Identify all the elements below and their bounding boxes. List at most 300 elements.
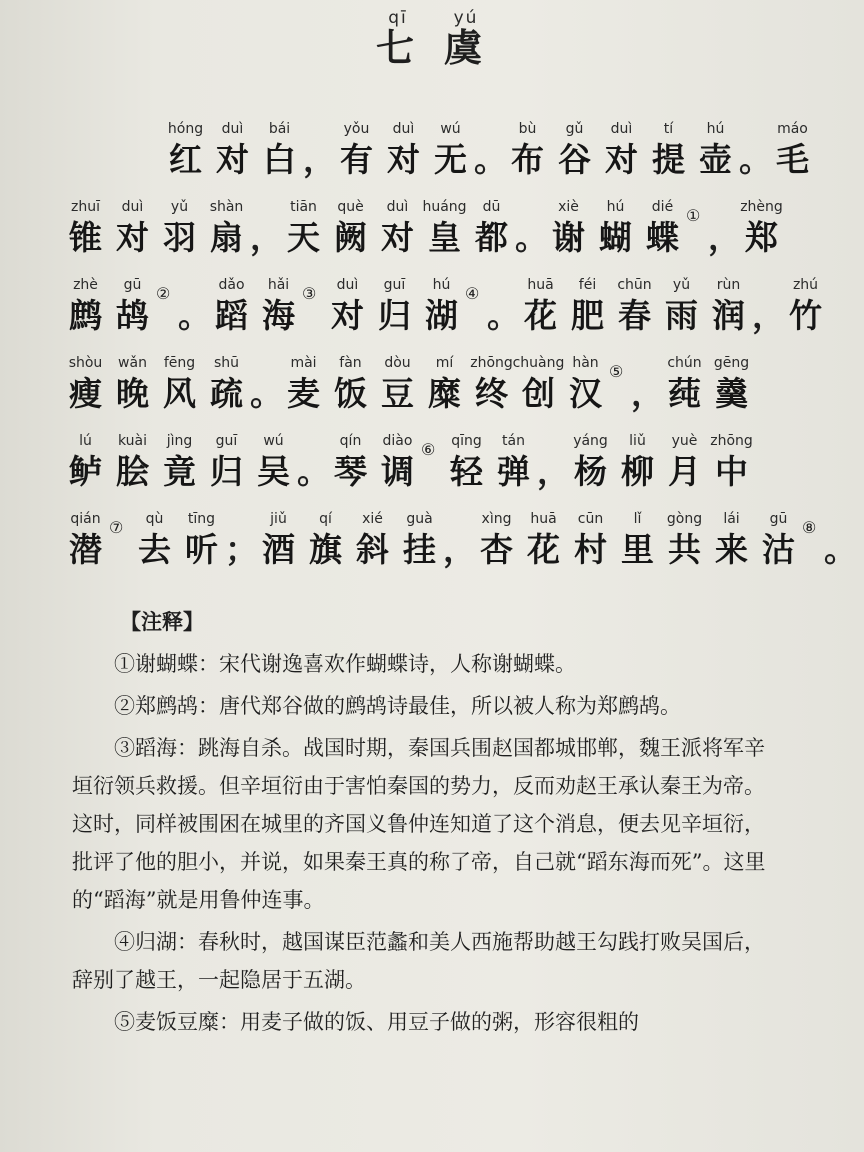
- pinyin: zhuī: [71, 199, 100, 215]
- character-with-pinyin: [62, 430, 109, 508]
- hanzi: 轻: [450, 452, 483, 491]
- character-with-pinyin: [614, 430, 661, 508]
- hanzi: 归: [210, 452, 243, 491]
- hanzi: 杨: [574, 452, 607, 491]
- pinyin: duì: [121, 199, 144, 215]
- pinyin: dòu: [384, 355, 411, 371]
- hanzi: 麦: [287, 374, 320, 413]
- pinyin: xiè: [558, 199, 579, 215]
- pinyin: qīng: [451, 433, 482, 449]
- hanzi: 羹: [715, 374, 748, 413]
- character-with-pinyin: [374, 352, 421, 430]
- punctuation: [515, 196, 548, 274]
- hanzi: 润: [712, 296, 745, 335]
- hanzi: ；: [225, 530, 258, 569]
- pinyin: mí: [435, 355, 454, 371]
- character-with-pinyin: [427, 118, 474, 196]
- hanzi: 琴: [334, 452, 367, 491]
- hanzi: 挂: [403, 530, 436, 569]
- pinyin: yǔ: [170, 199, 189, 215]
- pinyin: [297, 430, 327, 452]
- pinyin: xìng: [481, 511, 512, 527]
- pinyin: yǒu: [343, 121, 370, 137]
- pinyin: tán: [502, 433, 525, 449]
- hanzi: 。: [824, 530, 857, 569]
- punctuation: [250, 352, 283, 430]
- character-with-pinyin: [255, 508, 302, 586]
- character-with-pinyin: [598, 118, 645, 196]
- hanzi: 。: [178, 296, 211, 335]
- pinyin: zhè: [73, 277, 98, 293]
- character-with-pinyin: [327, 196, 374, 274]
- poem-title: [0, 8, 864, 68]
- note-3: ③蹈海：跳海自杀。战国时期，秦国兵围赵国都城邯郸，魏王派将军辛垣衍领兵救援。但辛垣衍由于害怕秦国的势力，反而劝赵王承认秦王为帝。这时，同样被围困在城里的齐国义鲁仲连知道了这个消息，便去见辛垣衍，批评了他的胆小，并说，如果秦王真的称了帝，自己就“蹈东海而死”。这里的“蹈海”就是用鲁仲连事。: [72, 736, 766, 912]
- character-with-pinyin: [131, 508, 178, 586]
- character-with-pinyin: [562, 352, 609, 430]
- punctuation: [739, 118, 772, 196]
- character-with-pinyin: [209, 118, 256, 196]
- character-with-pinyin: [255, 274, 302, 352]
- hanzi: 肥: [571, 296, 604, 335]
- hanzi: 弹: [497, 452, 530, 491]
- hanzi: 鲈: [69, 452, 102, 491]
- pinyin: kuài: [117, 433, 148, 449]
- hanzi: ，: [537, 452, 570, 491]
- pinyin: hǎi: [267, 277, 290, 293]
- footnote-marker: ①: [686, 206, 701, 225]
- character-with-pinyin: [705, 274, 752, 352]
- character-with-pinyin: [708, 352, 755, 430]
- character-with-pinyin: [551, 118, 598, 196]
- hanzi: 蝴: [599, 218, 632, 257]
- hanzi: 汉: [569, 374, 602, 413]
- character-with-pinyin: [692, 118, 739, 196]
- character-with-pinyin: [203, 430, 250, 508]
- character-with-pinyin: [109, 196, 156, 274]
- pinyin: fēng: [163, 355, 196, 371]
- punctuation: [631, 352, 664, 430]
- pinyin: yáng: [573, 433, 608, 449]
- character-with-pinyin: [327, 430, 374, 508]
- pinyin: chún: [667, 355, 702, 371]
- verse-line: [62, 118, 822, 196]
- hanzi: 布: [511, 140, 544, 179]
- punctuation: [443, 508, 476, 586]
- pinyin: [178, 274, 208, 296]
- character-with-pinyin: [203, 196, 250, 274]
- hanzi: 锥: [69, 218, 102, 257]
- footnote-marker: ②: [156, 284, 171, 303]
- hanzi: 来: [715, 530, 748, 569]
- punctuation: [708, 196, 741, 274]
- hanzi: 对: [387, 140, 420, 179]
- hanzi: 晚: [116, 374, 149, 413]
- hanzi: 对: [605, 140, 638, 179]
- pinyin: chūn: [617, 277, 652, 293]
- pinyin: shàn: [209, 199, 244, 215]
- hanzi: 。: [739, 140, 772, 179]
- character-with-pinyin: [708, 430, 755, 508]
- character-with-pinyin: [782, 274, 829, 352]
- pinyin: què: [337, 199, 364, 215]
- pinyin: hú: [606, 199, 625, 215]
- character-with-pinyin: [374, 196, 421, 274]
- hanzi: 毛: [776, 140, 809, 179]
- hanzi: 风: [163, 374, 196, 413]
- verse-line: [62, 352, 822, 430]
- character-with-pinyin: [661, 508, 708, 586]
- hanzi: 谷: [558, 140, 591, 179]
- character-with-pinyin: [490, 430, 537, 508]
- character-with-pinyin: [374, 430, 421, 508]
- hanzi: 湖: [425, 296, 458, 335]
- hanzi: 斜: [356, 530, 389, 569]
- note-1: ①谢蝴蝶：宋代谢逸喜欢作蝴蝶诗，人称谢蝴蝶。: [114, 652, 576, 676]
- hanzi: 对: [381, 218, 414, 257]
- hanzi: 提: [652, 140, 685, 179]
- character-with-pinyin: [324, 274, 371, 352]
- character-with-pinyin: [520, 508, 567, 586]
- hanzi: ，: [250, 218, 283, 257]
- hanzi: 月: [668, 452, 701, 491]
- note-4: ④归湖：春秋时，越国谋臣范蠡和美人西施帮助越王勾践打败吴国后，辞别了越王，一起隐居于五湖。: [72, 930, 765, 992]
- pinyin: duì: [392, 121, 415, 137]
- character-with-pinyin: [109, 352, 156, 430]
- character-with-pinyin: [443, 430, 490, 508]
- character-with-pinyin: [349, 508, 396, 586]
- hanzi: 天: [287, 218, 320, 257]
- pinyin: shū: [213, 355, 240, 371]
- character-with-pinyin: [302, 508, 349, 586]
- hanzi: 对: [331, 296, 364, 335]
- pinyin: jìng: [166, 433, 193, 449]
- pinyin: tīng: [187, 511, 216, 527]
- hanzi: 。: [487, 296, 520, 335]
- hanzi: 扇: [210, 218, 243, 257]
- character-with-pinyin: [156, 430, 203, 508]
- character-with-pinyin: [333, 118, 380, 196]
- hanzi: 杏: [480, 530, 513, 569]
- hanzi: 糜: [428, 374, 461, 413]
- hanzi: 郑: [745, 218, 778, 257]
- pinyin: [515, 196, 545, 218]
- pinyin: duì: [386, 199, 409, 215]
- character-with-pinyin: [738, 196, 785, 274]
- pinyin: [739, 118, 769, 140]
- annotations: [72, 603, 782, 1045]
- character-with-pinyin: [592, 196, 639, 274]
- pinyin: wú: [263, 433, 284, 449]
- pinyin: zhèng: [740, 199, 783, 215]
- character-with-pinyin: [156, 352, 203, 430]
- hanzi: 。: [474, 140, 507, 179]
- verse-line: [62, 508, 857, 586]
- character-with-pinyin: [109, 274, 156, 352]
- punctuation: [297, 430, 330, 508]
- hanzi: 疏: [210, 374, 243, 413]
- pinyin: gēng: [713, 355, 750, 371]
- character-with-pinyin: [661, 352, 708, 430]
- pinyin: bù: [518, 121, 537, 137]
- pinyin: [631, 352, 661, 374]
- character-with-pinyin: [62, 352, 109, 430]
- pinyin: xié: [362, 511, 383, 527]
- punctuation: [824, 508, 857, 586]
- hanzi: 雨: [665, 296, 698, 335]
- pinyin: [474, 118, 504, 140]
- character-with-pinyin: [564, 274, 611, 352]
- title-pinyin: qī yú: [388, 8, 479, 28]
- character-with-pinyin: [256, 118, 303, 196]
- character-with-pinyin: [512, 352, 565, 430]
- character-with-pinyin: [396, 508, 443, 586]
- pinyin: [250, 196, 280, 218]
- pinyin: [537, 430, 567, 452]
- hanzi: 共: [668, 530, 701, 569]
- pinyin: [824, 508, 854, 530]
- pinyin: wú: [440, 121, 461, 137]
- hanzi: 酒: [262, 530, 295, 569]
- hanzi: 沽: [762, 530, 795, 569]
- pinyin: gū: [769, 511, 788, 527]
- character-with-pinyin: [178, 508, 225, 586]
- character-with-pinyin: [62, 196, 109, 274]
- hanzi: 海: [262, 296, 295, 335]
- hanzi: 对: [116, 218, 149, 257]
- pinyin: chuàng: [512, 355, 565, 371]
- pinyin: [708, 196, 738, 218]
- hanzi: 村: [574, 530, 607, 569]
- character-with-pinyin: [327, 352, 374, 430]
- pinyin: lǐ: [633, 511, 642, 527]
- character-with-pinyin: [203, 352, 250, 430]
- pinyin: duì: [336, 277, 359, 293]
- hanzi: 潜: [69, 530, 102, 569]
- pinyin: qín: [339, 433, 362, 449]
- hanzi: 红: [169, 140, 202, 179]
- character-with-pinyin: [567, 508, 614, 586]
- hanzi: 蹈: [215, 296, 248, 335]
- pinyin: yuè: [671, 433, 698, 449]
- hanzi: 羽: [163, 218, 196, 257]
- punctuation: [487, 274, 520, 352]
- footnote-marker: ⑥: [421, 440, 436, 459]
- pinyin: hóng: [167, 121, 204, 137]
- pinyin: [250, 352, 280, 374]
- character-with-pinyin: [614, 508, 661, 586]
- pinyin: qí: [319, 511, 332, 527]
- hanzi: 听: [185, 530, 218, 569]
- hanzi: 。: [515, 218, 548, 257]
- hanzi: 花: [524, 296, 557, 335]
- character-with-pinyin: [504, 118, 551, 196]
- pinyin: hàn: [572, 355, 599, 371]
- punctuation: [303, 118, 336, 196]
- punctuation: [178, 274, 211, 352]
- pinyin: tí: [663, 121, 674, 137]
- pinyin: [225, 508, 255, 530]
- character-with-pinyin: [661, 430, 708, 508]
- verse-line: [62, 430, 822, 508]
- hanzi: 阙: [334, 218, 367, 257]
- verse-line: [62, 196, 822, 274]
- pinyin: guī: [215, 433, 238, 449]
- character-with-pinyin: [250, 430, 297, 508]
- hanzi: 花: [527, 530, 560, 569]
- verse-body: [62, 118, 857, 586]
- note-2: ②郑鹧鸪：唐代郑谷做的鹧鸪诗最佳，所以被人称为郑鹧鸪。: [114, 694, 681, 718]
- character-with-pinyin: [62, 508, 109, 586]
- pinyin: yǔ: [672, 277, 691, 293]
- character-with-pinyin: [162, 118, 209, 196]
- pinyin: guà: [406, 511, 433, 527]
- pinyin: shòu: [68, 355, 103, 371]
- punctuation: [225, 508, 258, 586]
- hanzi: 春: [618, 296, 651, 335]
- character-with-pinyin: [280, 352, 327, 430]
- hanzi: 谢: [552, 218, 585, 257]
- note-5: ⑤麦饭豆糜：用麦子做的饭、用豆子做的粥，形容很粗的: [114, 1010, 639, 1034]
- pinyin: hú: [432, 277, 451, 293]
- character-with-pinyin: [769, 118, 816, 196]
- hanzi: ，: [303, 140, 336, 179]
- pinyin: rùn: [716, 277, 741, 293]
- hanzi: 里: [621, 530, 654, 569]
- pinyin: [443, 508, 473, 530]
- footnote-marker: ⑤: [609, 362, 624, 381]
- character-with-pinyin: [156, 196, 203, 274]
- hanzi: ，: [752, 296, 785, 335]
- character-with-pinyin: [517, 274, 564, 352]
- pinyin: diào: [382, 433, 413, 449]
- hanzi: 旗: [309, 530, 342, 569]
- pinyin: mài: [290, 355, 317, 371]
- hanzi: 创: [522, 374, 555, 413]
- hanzi: 壶: [699, 140, 732, 179]
- hanzi: ，: [443, 530, 476, 569]
- hanzi: 柳: [621, 452, 654, 491]
- pinyin: hú: [706, 121, 725, 137]
- character-with-pinyin: [658, 274, 705, 352]
- character-with-pinyin: [468, 352, 515, 430]
- hanzi: 。: [250, 374, 283, 413]
- punctuation: [250, 196, 283, 274]
- character-with-pinyin: [468, 196, 515, 274]
- hanzi: 归: [378, 296, 411, 335]
- verse-line: [62, 274, 822, 352]
- pinyin: duì: [221, 121, 244, 137]
- hanzi: 鹧: [69, 296, 102, 335]
- pinyin: huā: [530, 511, 557, 527]
- pinyin: jiǔ: [270, 511, 287, 527]
- hanzi: 蝶: [646, 218, 679, 257]
- pinyin: bái: [268, 121, 291, 137]
- pinyin: qián: [70, 511, 101, 527]
- pinyin: gū: [123, 277, 142, 293]
- character-with-pinyin: [708, 508, 755, 586]
- pinyin: máo: [777, 121, 808, 137]
- pinyin: zhōng: [710, 433, 753, 449]
- pinyin: féi: [578, 277, 597, 293]
- hanzi: 对: [216, 140, 249, 179]
- character-with-pinyin: [645, 118, 692, 196]
- hanzi: 莼: [668, 374, 701, 413]
- character-with-pinyin: [280, 196, 327, 274]
- footnote-marker: ④: [465, 284, 480, 303]
- pinyin: wǎn: [118, 355, 147, 371]
- character-with-pinyin: [380, 118, 427, 196]
- character-with-pinyin: [421, 352, 468, 430]
- hanzi: 饭: [334, 374, 367, 413]
- character-with-pinyin: [62, 274, 109, 352]
- punctuation: [752, 274, 785, 352]
- pinyin: huáng: [422, 199, 467, 215]
- character-with-pinyin: [421, 196, 468, 274]
- pinyin: guī: [383, 277, 406, 293]
- footnote-marker: ③: [302, 284, 317, 303]
- pinyin: dū: [482, 199, 501, 215]
- pinyin: tiān: [290, 199, 317, 215]
- punctuation: [474, 118, 507, 196]
- character-with-pinyin: [611, 274, 658, 352]
- footnote-marker: ⑧: [802, 518, 817, 537]
- pinyin: lái: [723, 511, 740, 527]
- hanzi: 终: [475, 374, 508, 413]
- character-with-pinyin: [567, 430, 614, 508]
- hanzi: 白: [263, 140, 296, 179]
- pinyin: zhōng: [470, 355, 513, 371]
- pinyin: dǎo: [218, 277, 245, 293]
- pinyin: huā: [527, 277, 554, 293]
- hanzi: 竹: [789, 296, 822, 335]
- pinyin: qù: [145, 511, 164, 527]
- character-with-pinyin: [545, 196, 592, 274]
- character-with-pinyin: [109, 430, 156, 508]
- pinyin: fàn: [339, 355, 362, 371]
- hanzi: 有: [340, 140, 373, 179]
- pinyin: gǔ: [565, 121, 584, 137]
- hanzi: 中: [715, 452, 748, 491]
- pinyin: gòng: [666, 511, 703, 527]
- hanzi: 都: [475, 218, 508, 257]
- hanzi: 瘦: [69, 374, 102, 413]
- hanzi: 调: [381, 452, 414, 491]
- punctuation: [537, 430, 570, 508]
- character-with-pinyin: [755, 508, 802, 586]
- pinyin: liǔ: [629, 433, 646, 449]
- hanzi: 皇: [428, 218, 461, 257]
- footnote-marker: ⑦: [109, 518, 124, 537]
- hanzi: 竟: [163, 452, 196, 491]
- pinyin: [752, 274, 782, 296]
- character-with-pinyin: [473, 508, 520, 586]
- pinyin: lú: [79, 433, 92, 449]
- character-with-pinyin: [639, 196, 686, 274]
- hanzi: 无: [434, 140, 467, 179]
- hanzi: 。: [297, 452, 330, 491]
- hanzi: ，: [708, 218, 741, 257]
- hanzi: 脍: [116, 452, 149, 491]
- hanzi: 豆: [381, 374, 414, 413]
- pinyin: zhú: [792, 277, 819, 293]
- pinyin: [303, 118, 333, 140]
- hanzi: 吴: [257, 452, 290, 491]
- pinyin: cūn: [577, 511, 604, 527]
- pinyin: dié: [651, 199, 674, 215]
- character-with-pinyin: [208, 274, 255, 352]
- hanzi: 去: [138, 530, 171, 569]
- notes-heading: 【注释】: [120, 609, 204, 634]
